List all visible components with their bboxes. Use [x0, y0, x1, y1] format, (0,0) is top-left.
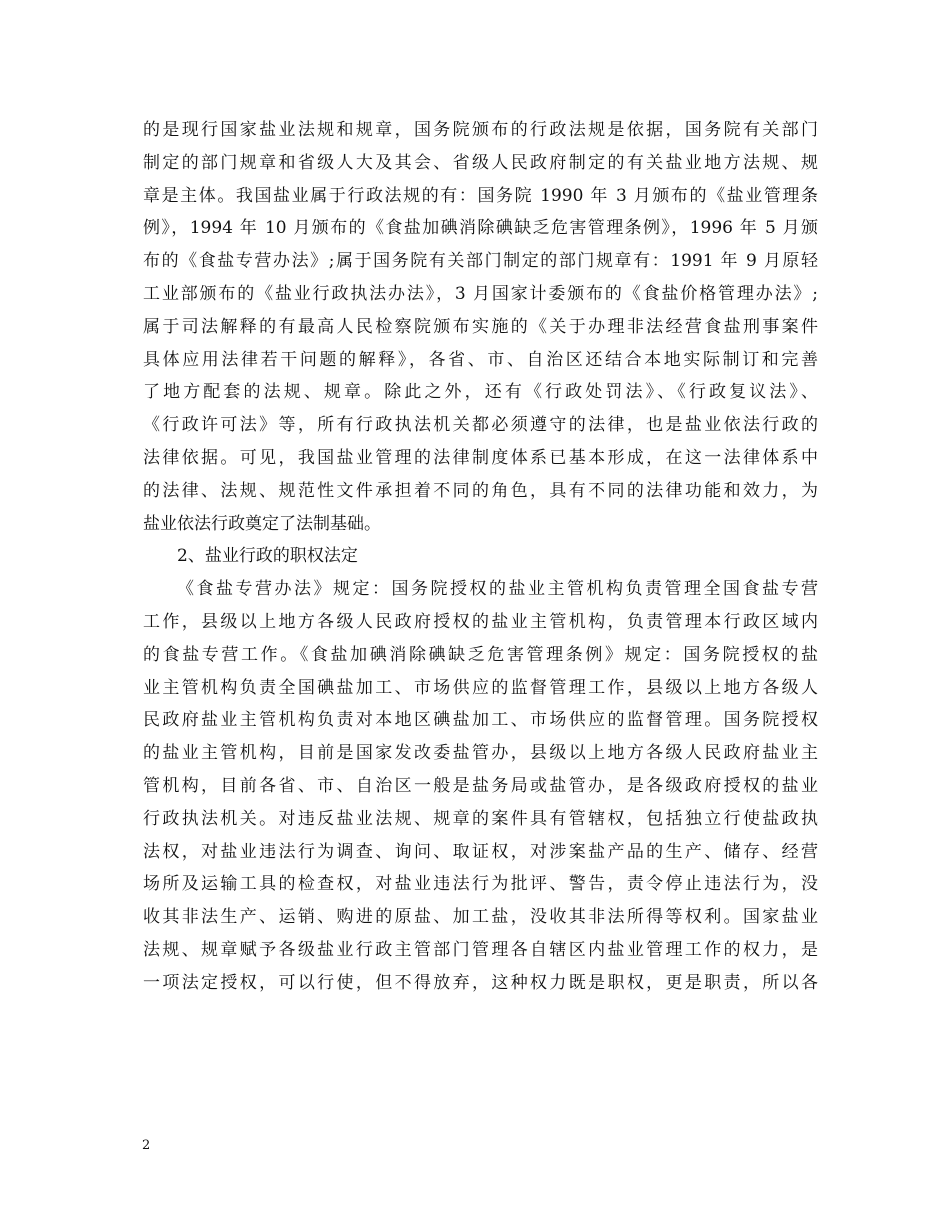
- text-line: 布的《食盐专营办法》;属于国务院有关部门制定的部门规章有：1991 年 9 月原轻: [143, 251, 818, 272]
- text-line: 的法律、法规、规范性文件承担着不同的角色，具有不同的法律功能和效力，为: [143, 480, 818, 501]
- text-line: 管机构，目前各省、市、自治区一般是盐务局或盐管办，是各级政府授权的盐业: [143, 775, 818, 796]
- text-line: 了地方配套的法规、规章。除此之外，还有《行政处罚法》、《行政复议法》、: [143, 382, 818, 403]
- text-line: 的是现行国家盐业法规和规章，国务院颁布的行政法规是依据，国务院有关部门: [143, 120, 818, 140]
- text-line: 收其非法生产、运销、购进的原盐、加工盐，没收其非法所得等权利。国家盐业: [143, 907, 818, 928]
- text-line: 工作，县级以上地方各级人民政府授权的盐业主管机构，负责管理本行政区域内: [143, 611, 818, 632]
- text-line: 法规、规章赋予各级盐业行政主管部门管理各自辖区内盐业管理工作的权力，是: [143, 939, 818, 960]
- text-line: 的盐业主管机构，目前是国家发改委盐管办，县级以上地方各级人民政府盐业主: [143, 743, 818, 764]
- text-line: 具体应用法律若干问题的解释》，各省、市、自治区还结合本地实际制订和完善: [143, 349, 818, 370]
- text-line: 法权，对盐业违法行为调查、询问、取证权，对涉案盐产品的生产、储存、经营: [143, 841, 818, 862]
- text-line: 法律依据。可见，我国盐业管理的法律制度体系已基本形成，在这一法律体系中: [143, 447, 818, 468]
- text-line: 章是主体。我国盐业属于行政法规的有：国务院 1990 年 3 月颁布的《盐业管理条: [143, 185, 818, 206]
- text-line: 业主管机构负责全国碘盐加工、市场供应的监督管理工作，县级以上地方各级人: [143, 677, 818, 698]
- text-line: 制定的部门规章和省级人大及其会、省级人民政府制定的有关盐业地方法规、规: [143, 152, 818, 173]
- text-line: 场所及运输工具的检查权，对盐业违法行为批评、警告，责令停止违法行为，没: [143, 874, 818, 895]
- text-line: 《行政许可法》等，所有行政执法机关都必须遵守的法律，也是盐业依法行政的: [143, 415, 818, 436]
- text-line: 属于司法解释的有最高人民检察院颁布实施的《关于办理非法经营食盐刑事案件: [143, 316, 818, 337]
- text-line: 工业部颁布的《盐业行政执法办法》，3 月国家计委颁布的《食盐价格管理办法》;: [143, 283, 818, 304]
- page-number: 2: [142, 1138, 151, 1153]
- section-heading: 2、盐业行政的职权法定: [177, 546, 358, 567]
- text-line: 行政执法机关。对违反盐业法规、规章的案件具有管辖权，包括独立行使盐政执: [143, 808, 818, 829]
- body-text: [143, 114, 818, 1000]
- text-line: 民政府盐业主管机构负责对本地区碘盐加工、市场供应的监督管理。国务院授权: [143, 710, 818, 731]
- text-line: 《食盐专营办法》规定：国务院授权的盐业主管机构负责管理全国食盐专营: [177, 579, 818, 600]
- text-line: 的食盐专营工作。《食盐加碘消除碘缺乏危害管理条例》规定：国务院授权的盐: [143, 644, 818, 665]
- text-line: 一项法定授权，可以行使，但不得放弃，这种权力既是职权，更是职责，所以各: [143, 972, 818, 993]
- text-line: 盐业依法行政奠定了法制基础。: [143, 513, 381, 534]
- text-line: 例》，1994 年 10 月颁布的《食盐加碘消除碘缺乏危害管理条例》，1996 年 5 月颁: [143, 218, 818, 239]
